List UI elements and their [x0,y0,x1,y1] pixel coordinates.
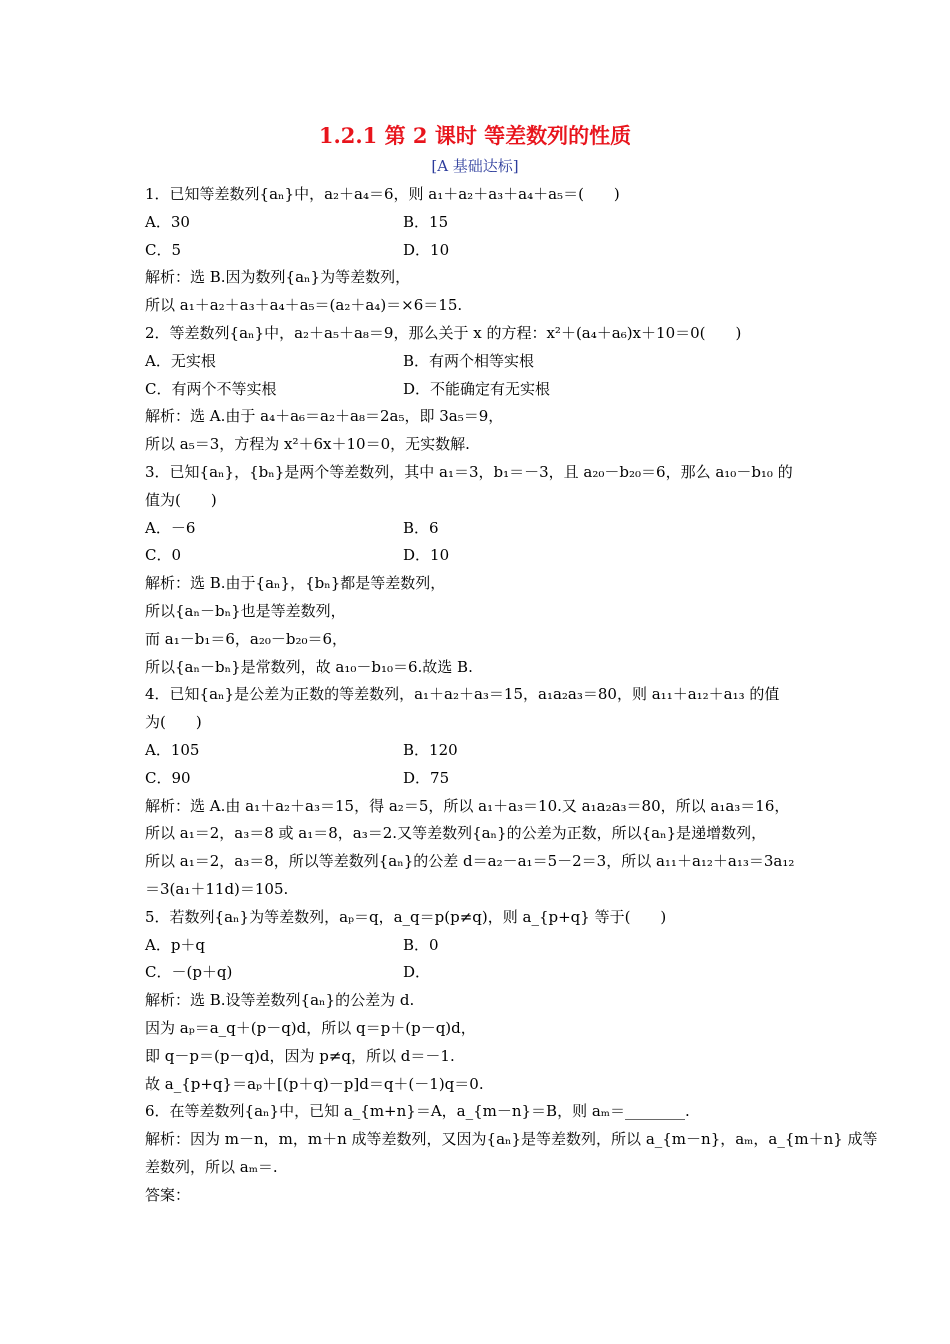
q2-option-c: C．有两个不等实根 [145,379,277,398]
q5-option-d: D． [403,963,431,982]
q2-options-row1 [145,348,815,376]
q4-solution-line: 所以 a₁＝2，a₃＝8，所以等差数列{aₙ}的公差 d＝a₂－a₁＝5－2＝3，所以 a₁₁＋a₁₂＋a₁₃＝3a₁₂ [145,852,795,871]
page-title: 1.2.1 第 2 课时 等差数列的性质 [318,123,632,148]
q5-solution-line: 解析：选 B.设等差数列{aₙ}的公差为 d. [145,991,415,1010]
q3-solution-line: 所以{aₙ－bₙ}是常数列，故 a₁₀－b₁₀＝6.故选 B. [145,657,473,676]
q5-options-row2 [145,959,815,987]
q5-solution-line: 即 q－p＝(p－q)d，因为 p≠q，所以 d＝－1. [145,1046,455,1065]
q3-option-d: D．10 [403,546,450,565]
q1-solution-line: 解析：选 B.因为数列{aₙ}为等差数列， [145,268,411,287]
q1-options-row2 [145,237,815,265]
q4-stem: 为( ) [145,713,202,732]
q5-solution-line: 因为 aₚ＝a_q＋(p－q)d，所以 q＝p＋(p－q)d， [145,1018,476,1037]
q3-option-b: B．6 [403,518,439,537]
exercise-content [145,181,878,1209]
q3-solution-line: 解析：选 B.由于{aₙ}，{bₙ}都是等差数列， [145,574,446,593]
q3-options-row2 [145,542,815,570]
q4-option-d: D．75 [403,768,450,787]
q1-stem: 1．已知等差数列{aₙ}中，a₂＋a₄＝6，则 a₁＋a₂＋a₃＋a₄＋a₅＝( ) [145,185,620,203]
q1-option-a: A．30 [145,212,190,231]
q3-option-c: C．0 [145,546,182,565]
q6-stem: 6．在等差数列{aₙ}中，已知 a_{m+n}＝A，a_{m－n}＝B，则 aₘ＝________. [145,1102,690,1121]
q1-option-b: B．15 [403,212,449,231]
q2-stem: 2．等差数列{aₙ}中，a₂＋a₅＋a₈＝9，那么关于 x 的方程：x²＋(a₄＋a₆)x＋10＝0( ) [145,323,742,342]
q3-solution-line: 而 a₁－b₁＝6，a₂₀－b₂₀＝6， [145,629,348,648]
q2-option-a: A．无实根 [145,351,216,370]
q6-solution-line: 解析：因为 m－n，m，m＋n 成等差数列，又因为{aₙ}是等差数列，所以 a_{m－n}，aₘ，a_{m＋n} 成等 [145,1130,878,1149]
q4-options-row1 [145,737,815,765]
q6-solution-line: 差数列，所以 aₘ＝. [145,1157,278,1176]
section-label: [A 基础达标] [431,157,519,175]
q3-solution-line: 所以{aₙ－bₙ}也是等差数列， [145,601,346,620]
q1-solution-line: 所以 a₁＋a₂＋a₃＋a₄＋a₅＝(a₂＋a₄)＝×6＝15. [145,296,463,315]
q4-option-b: B．120 [403,740,458,759]
q1-option-c: C．5 [145,240,182,259]
q5-options-row1 [145,932,815,960]
q6-answer-label: 答案： [145,1185,191,1204]
q3-stem: 值为( ) [145,490,217,509]
q2-option-d: D．不能确定有无实根 [403,379,551,398]
q2-option-b: B．有两个相等实根 [403,351,535,370]
q4-solution-line: 解析：选 A.由 a₁＋a₂＋a₃＝15，得 a₂＝5，所以 a₁＋a₃＝10.又 a₁a₂a₃＝80，所以 a₁a₃＝16， [145,796,790,815]
q4-options-row2 [145,765,815,793]
q4-solution-line: 所以 a₁＝2，a₃＝8 或 a₁＝8，a₃＝2.又等差数列{aₙ}的公差为正数，所以{aₙ}是递增数列， [145,824,767,843]
q3-option-a: A．－6 [145,518,196,537]
q2-solution-line: 所以 a₅＝3，方程为 x²＋6x＋10＝0，无实数解. [145,435,470,454]
q4-stem: 4．已知{aₙ}是公差为正数的等差数列，a₁＋a₂＋a₃＝15，a₁a₂a₃＝80，则 a₁₁＋a₁₂＋a₁₃ 的值 [145,685,780,704]
q5-option-a: A．p＋q [145,935,206,954]
q4-solution-line: ＝3(a₁＋11d)＝105. [145,879,289,898]
q2-solution-line: 解析：选 A.由于 a₄＋a₆＝a₂＋a₈＝2a₅，即 3a₅＝9， [145,407,504,426]
q5-stem: 5．若数列{aₙ}为等差数列，aₚ＝q，a_q＝p(p≠q)，则 a_{p+q} 等于( ) [145,907,667,926]
q3-options-row1 [145,515,815,543]
q4-option-c: C．90 [145,768,191,787]
q2-options-row2 [145,376,815,404]
q4-option-a: A．105 [145,740,200,759]
q5-option-c: C．－(p＋q) [145,963,233,982]
q1-option-d: D．10 [403,240,450,259]
q1-options-row1 [145,209,815,237]
q5-solution-line: 故 a_{p+q}＝aₚ＋[(p＋q)－p]d＝q＋(－1)q＝0. [145,1074,484,1093]
q3-stem: 3．已知{aₙ}，{bₙ}是两个等差数列，其中 a₁＝3，b₁＝－3，且 a₂₀－b₂₀＝6，那么 a₁₀－b₁₀ 的 [145,462,793,481]
q5-option-b: B．0 [403,935,439,954]
